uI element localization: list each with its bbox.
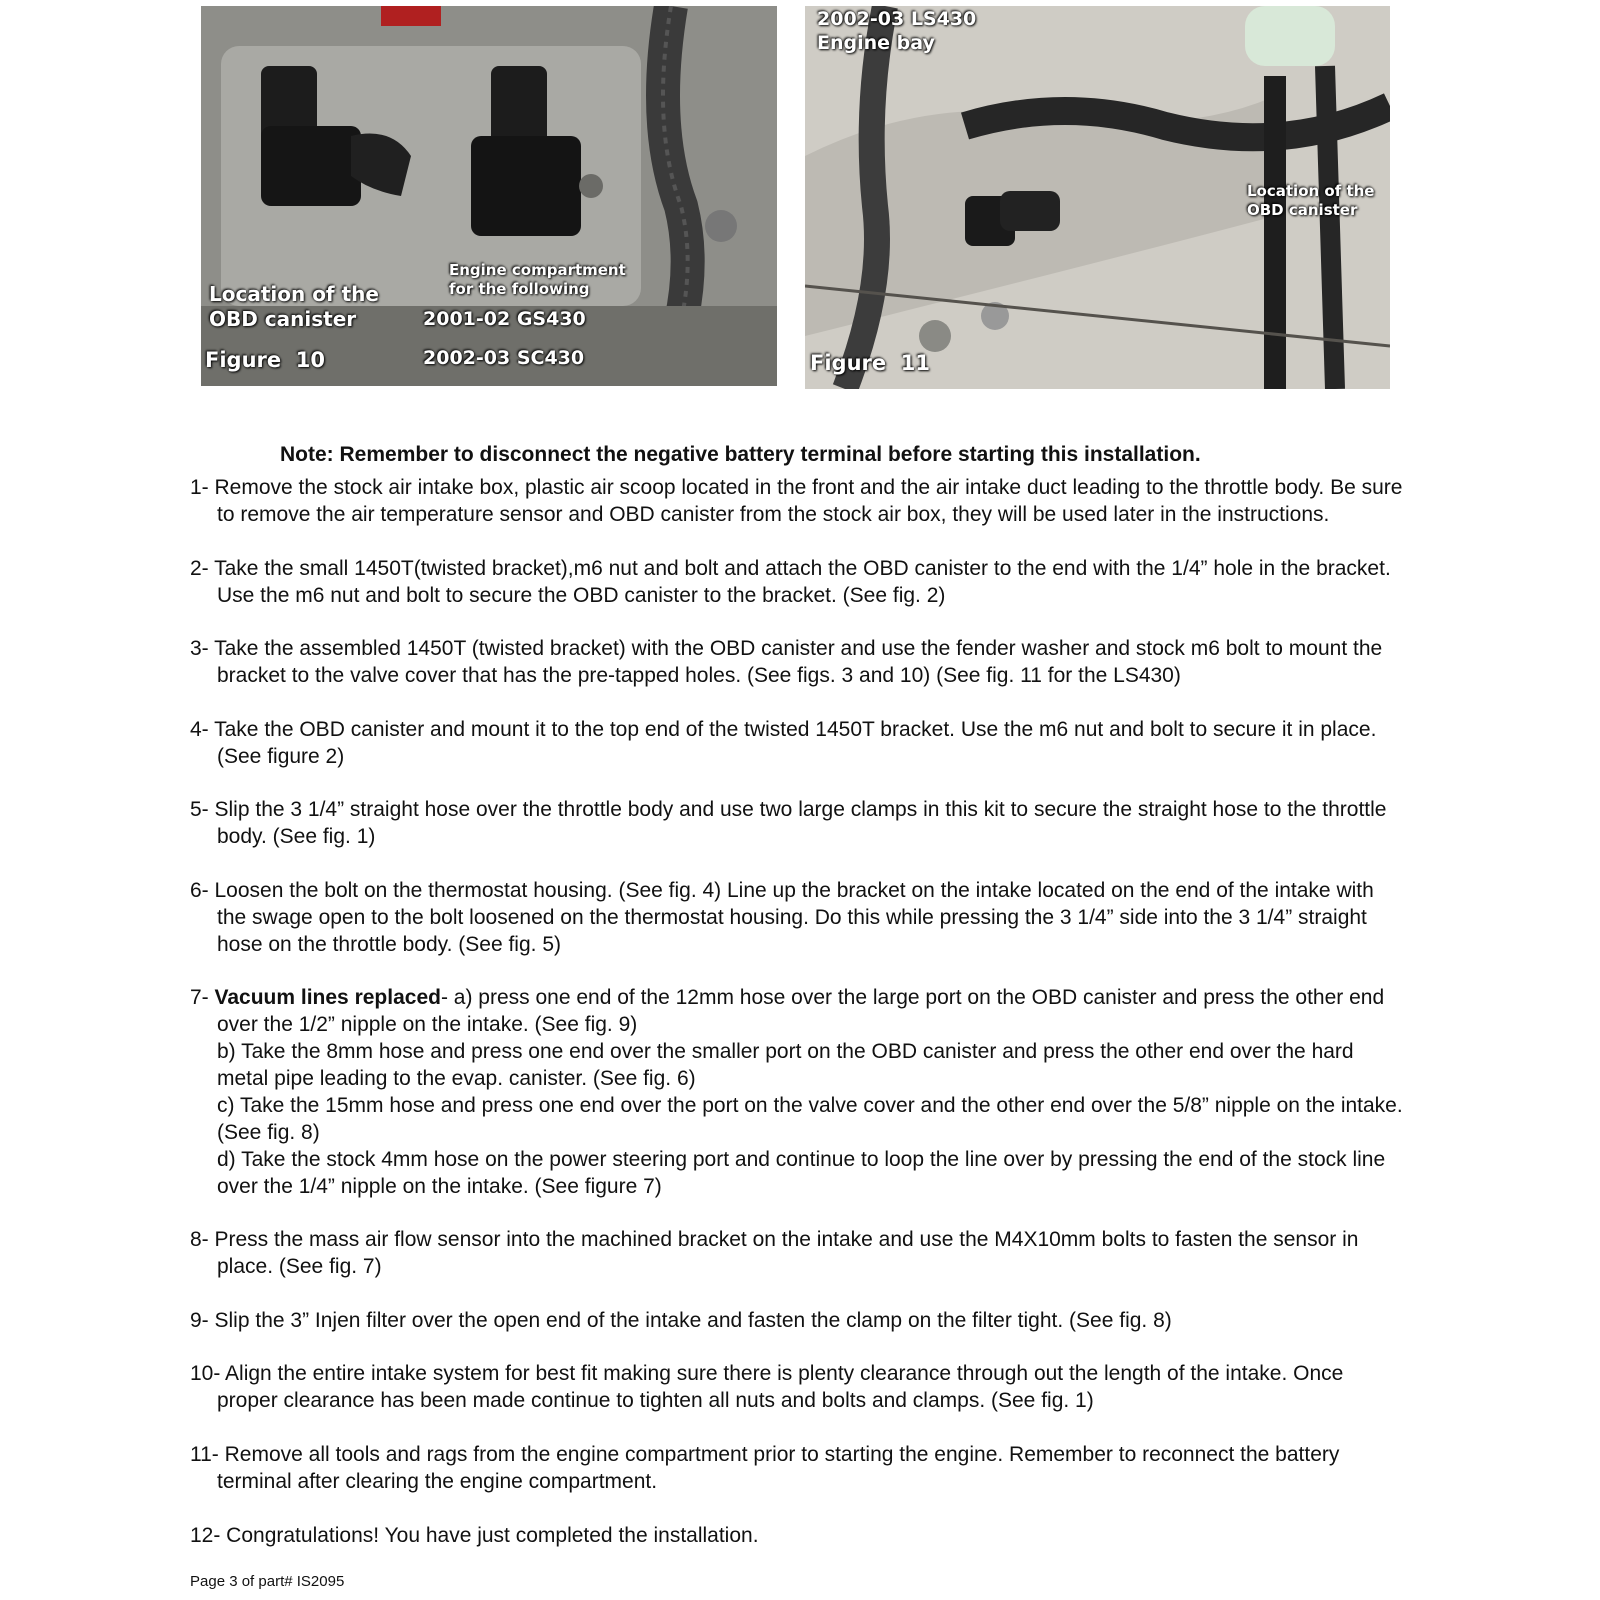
step-5-text: 5- Slip the 3 1/4” straight hose over the throttle body and use two large clamps in this kit to secure the straight hose to the throttle body. (See fig. 1) [190,798,1387,848]
step-7-prefix: 7- [190,986,215,1009]
fig10-location-caption: Location of the OBD canister [209,282,379,331]
step-9-text: 9- Slip the 3” Injen filter over the open end of the intake and fasten the clamp on the filter tight. (See fig. 8) [190,1309,1172,1332]
page-footer: Page 3 of part# IS2095 [190,1573,345,1590]
step-8-text: 8- Press the mass air flow sensor into the machined bracket on the intake and use the M4X10mm bolts to fasten the sensor in place. (See fig. 7) [190,1228,1359,1278]
fig11-title-caption: 2002-03 LS430 Engine bay [817,8,977,54]
step-7-part-a [190,984,1405,1038]
fig10-figure-label: Figure 10 [205,348,325,372]
step-10 [190,1360,1405,1414]
step-2-text: 2- Take the small 1450T(twisted bracket),m6 nut and bolt and attach the OBD canister to the end with the 1/4” hole in the bracket. Use the m6 nut and bolt to secure the OBD canister to the bracket. (See fig. 2) [190,557,1391,607]
step-7-part-b: b) Take the 8mm hose and press one end over the smaller port on the OBD canister and press the other end over the hard metal pipe leading to the evap. canister. (See fig. 6) [217,1040,1354,1090]
step-4 [190,716,1405,770]
battery-note: Note: Remember to disconnect the negative battery terminal before starting this installation. [280,443,1201,466]
step-10-text: 10- Align the entire intake system for best fit making sure there is plenty clearance through out the length of the intake. Once proper clearance has been made continue to tighten all nuts and bolts and clamps. (See fig. 1) [190,1362,1344,1412]
step-8 [190,1226,1405,1280]
figure-10-photo [201,6,777,386]
step-7-heading: Vacuum lines replaced [214,986,441,1009]
step-6 [190,877,1405,958]
step-3-text: 3- Take the assembled 1450T (twisted bracket) with the OBD canister and use the fender washer and stock m6 bolt to mount the bracket to the valve cover that has the pre-tapped holes. (See figs. 3 and 10) (See fig. 11 for the LS430) [190,637,1383,687]
step-9 [190,1307,1405,1334]
fig11-location-caption: Location of the OBD canister [1247,182,1375,219]
step-7 [190,984,1405,1200]
step-5 [190,796,1405,850]
step-1 [190,474,1405,528]
fig10-model-1: 2001-02 GS430 [423,308,586,330]
fig10-model-2: 2002-03 SC430 [423,347,585,369]
step-12-text: 12- Congratulations! You have just completed the installation. [190,1524,759,1547]
fig11-figure-label: Figure 11 [810,351,930,375]
step-1-text: 1- Remove the stock air intake box, plastic air scoop located in the front and the air intake duct leading to the throttle body. Be sure to remove the air temperature sensor and OBD canister from the stock air box, they will be used later in the instructions. [190,476,1403,526]
step-11-text: 11- Remove all tools and rags from the engine compartment prior to starting the engine. Remember to reconnect the battery terminal after clearing the engine compartment. [190,1443,1340,1493]
step-7-part-c: c) Take the 15mm hose and press one end over the port on the valve cover and the other end over the 5/8” nipple on the intake. (See fig. 8) [217,1094,1403,1144]
step-6-text: 6- Loosen the bolt on the thermostat housing. (See fig. 4) Line up the bracket on the intake located on the end of the intake with the swage open to the bolt loosened on the thermostat housing. Do this while pressing the 3 1/4” side into the 3 1/4” straight hose on the throttle body. (See fig. 5) [190,879,1374,956]
figure-11-photo [805,6,1390,389]
fig10-compartment-caption: Engine compartment for the following [449,261,626,298]
step-7-part-d: d) Take the stock 4mm hose on the power steering port and continue to loop the line over by pressing the end of the stock line over the 1/4” nipple on the intake. (See figure 7) [217,1148,1386,1198]
step-11 [190,1441,1405,1495]
step-12 [190,1522,1405,1549]
step-4-text: 4- Take the OBD canister and mount it to the top end of the twisted 1450T bracket. Use the m6 nut and bolt to secure it in place. (See figure 2) [190,718,1377,768]
step-3 [190,635,1405,689]
step-7-a-text: - a) press one end of the 12mm hose over the large port on the OBD canister and press the other end over the 1/2” nipple on the intake. (See fig. 9) [217,986,1385,1036]
step-2 [190,555,1405,609]
